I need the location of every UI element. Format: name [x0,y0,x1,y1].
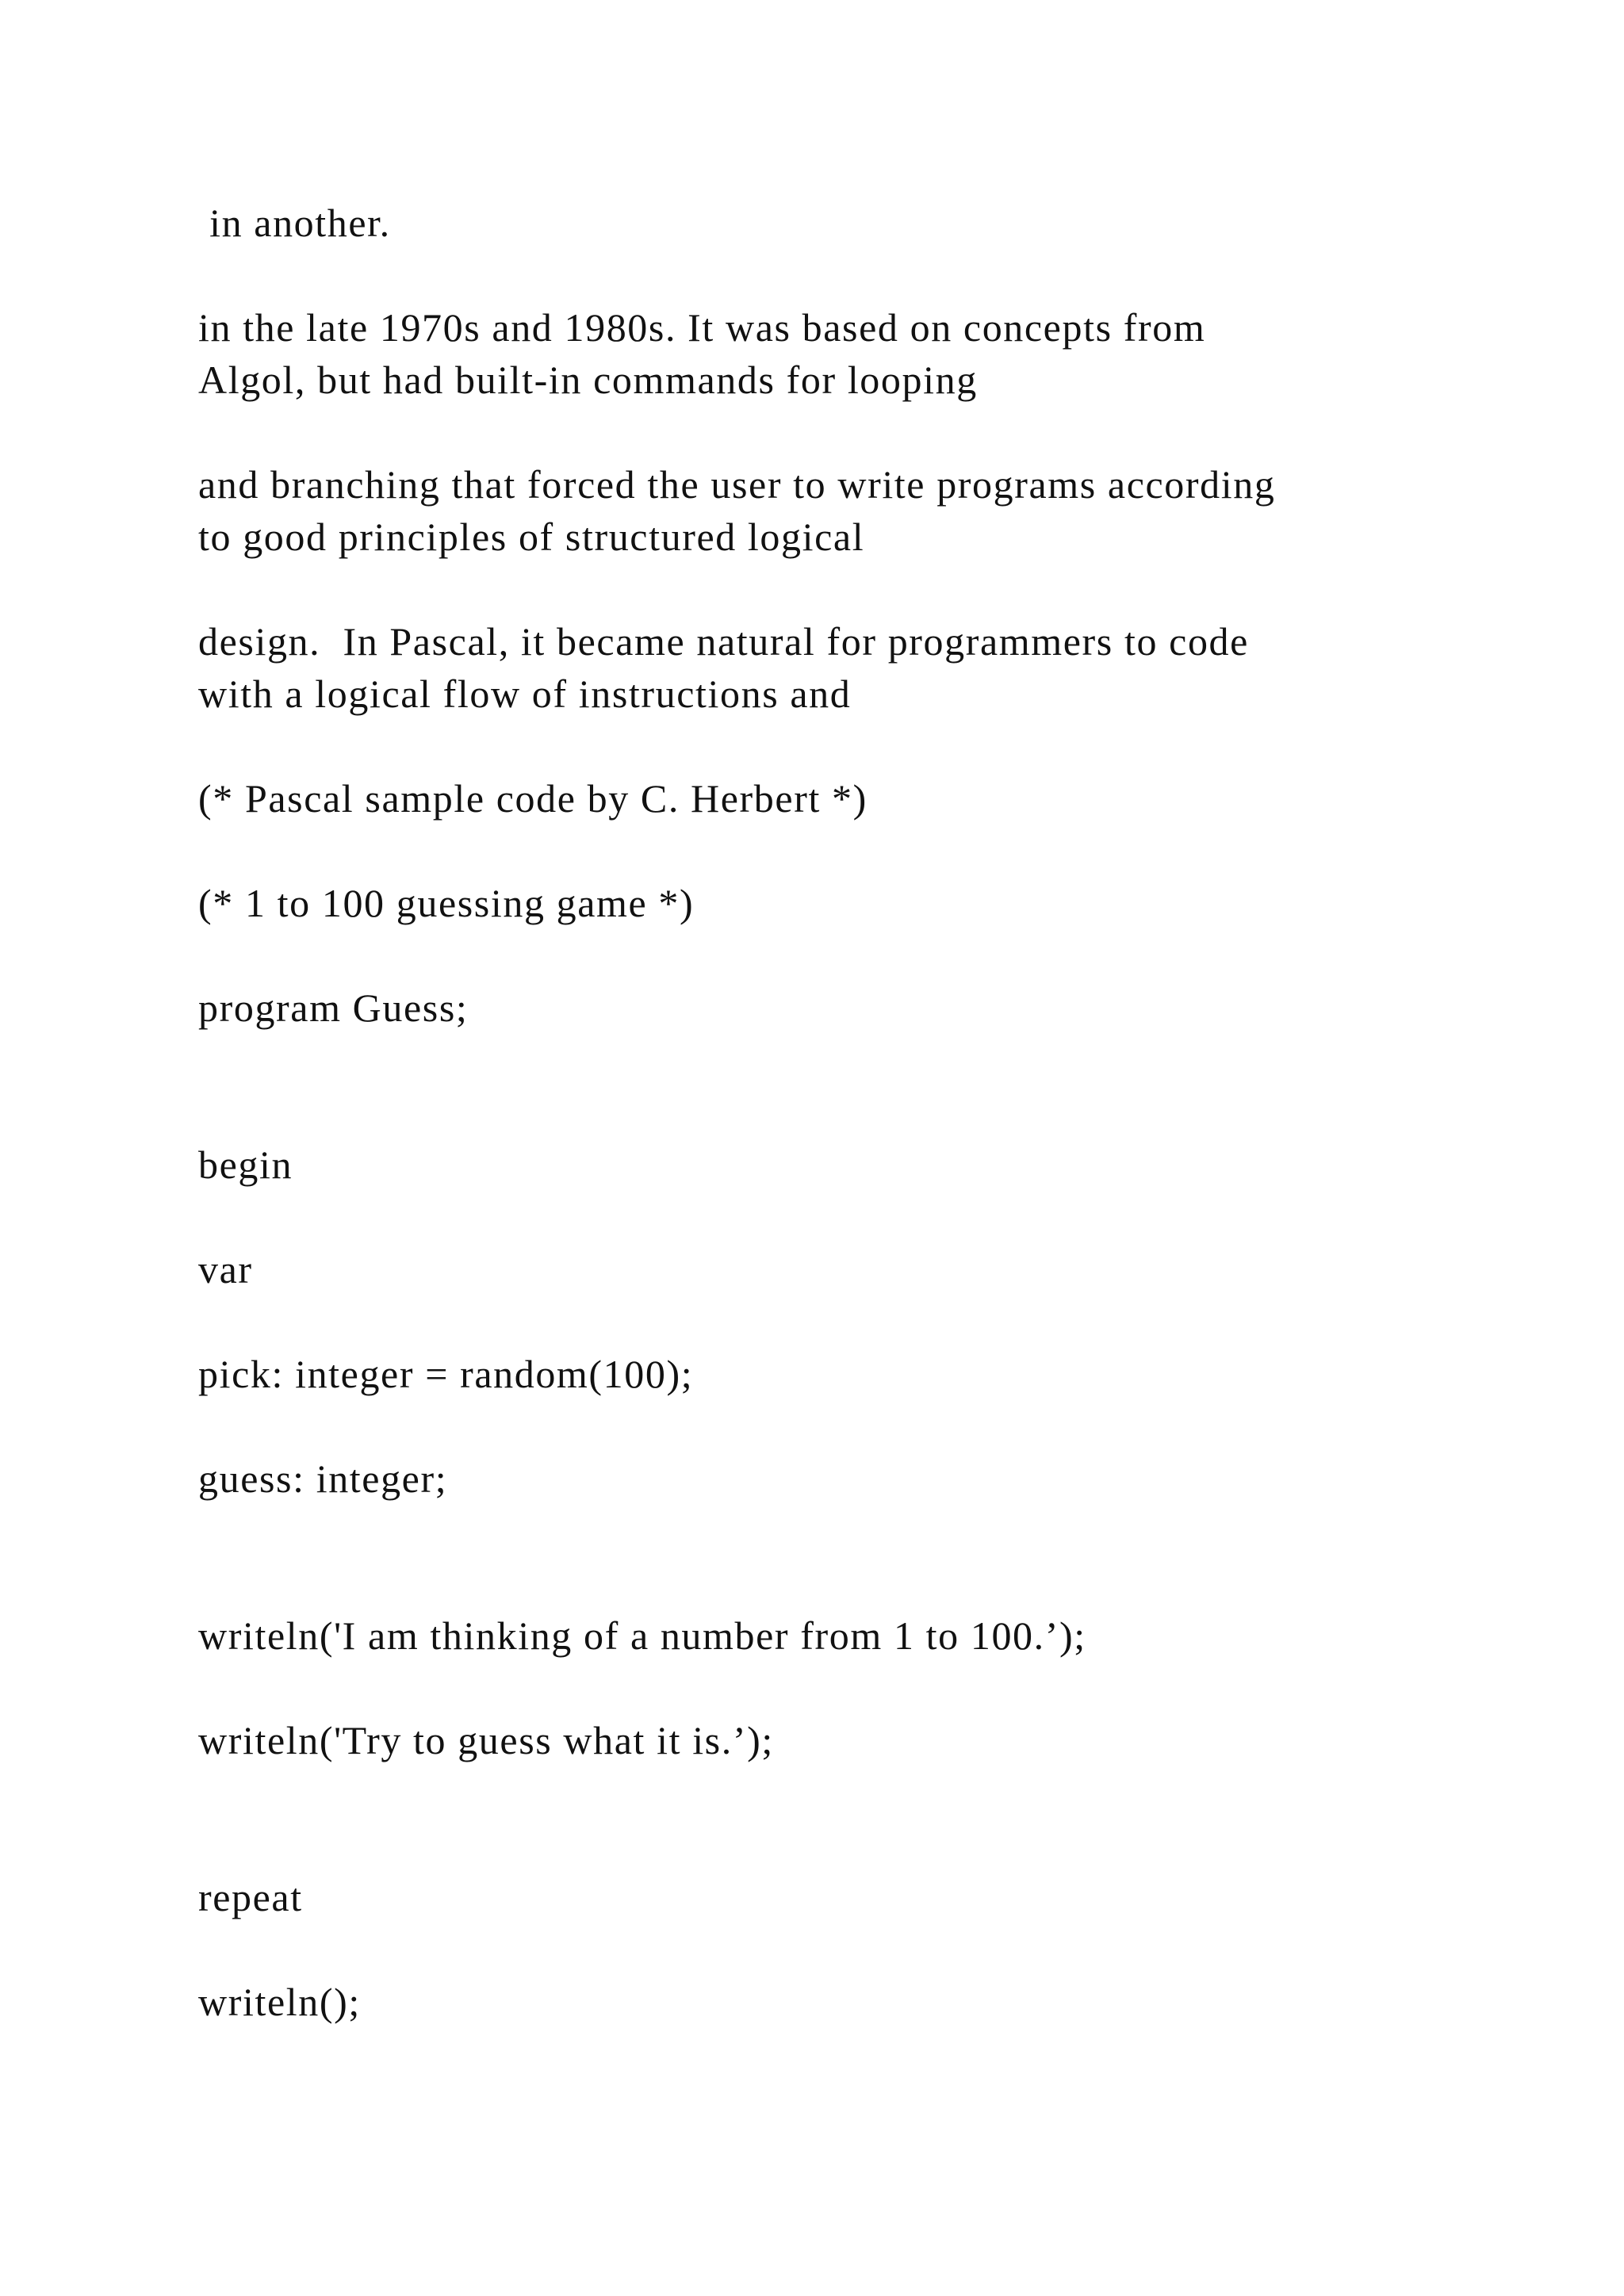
text-line: in another. [198,201,391,245]
text-line: design. In Pascal, it became natural for programmers to code [198,619,1249,664]
text-line: with a logical flow of instructions and [198,672,852,716]
code-line: var [198,1247,253,1292]
code-comment-line: (* 1 to 100 guessing game *) [198,881,695,925]
text-line: and branching that forced the user to write programs according [198,462,1276,507]
code-comment-line: (* Pascal sample code by C. Herbert *) [198,776,868,821]
code-line: writeln(); [198,1980,361,2024]
code-line: writeln('I am thinking of a number from 1 to 100.’); [198,1613,1086,1658]
code-line: guess: integer; [198,1456,448,1501]
code-line: pick: integer = random(100); [198,1352,694,1396]
text-line: to good principles of structured logical [198,515,865,559]
code-line: begin [198,1142,293,1187]
code-line: repeat [198,1875,303,1919]
code-line: writeln('Try to guess what it is.’); [198,1718,774,1762]
text-line: in the late 1970s and 1980s. It was based on concepts from [198,305,1206,350]
text-line: Algol, but had built-in commands for looping [198,358,978,402]
code-line: program Guess; [198,985,469,1030]
